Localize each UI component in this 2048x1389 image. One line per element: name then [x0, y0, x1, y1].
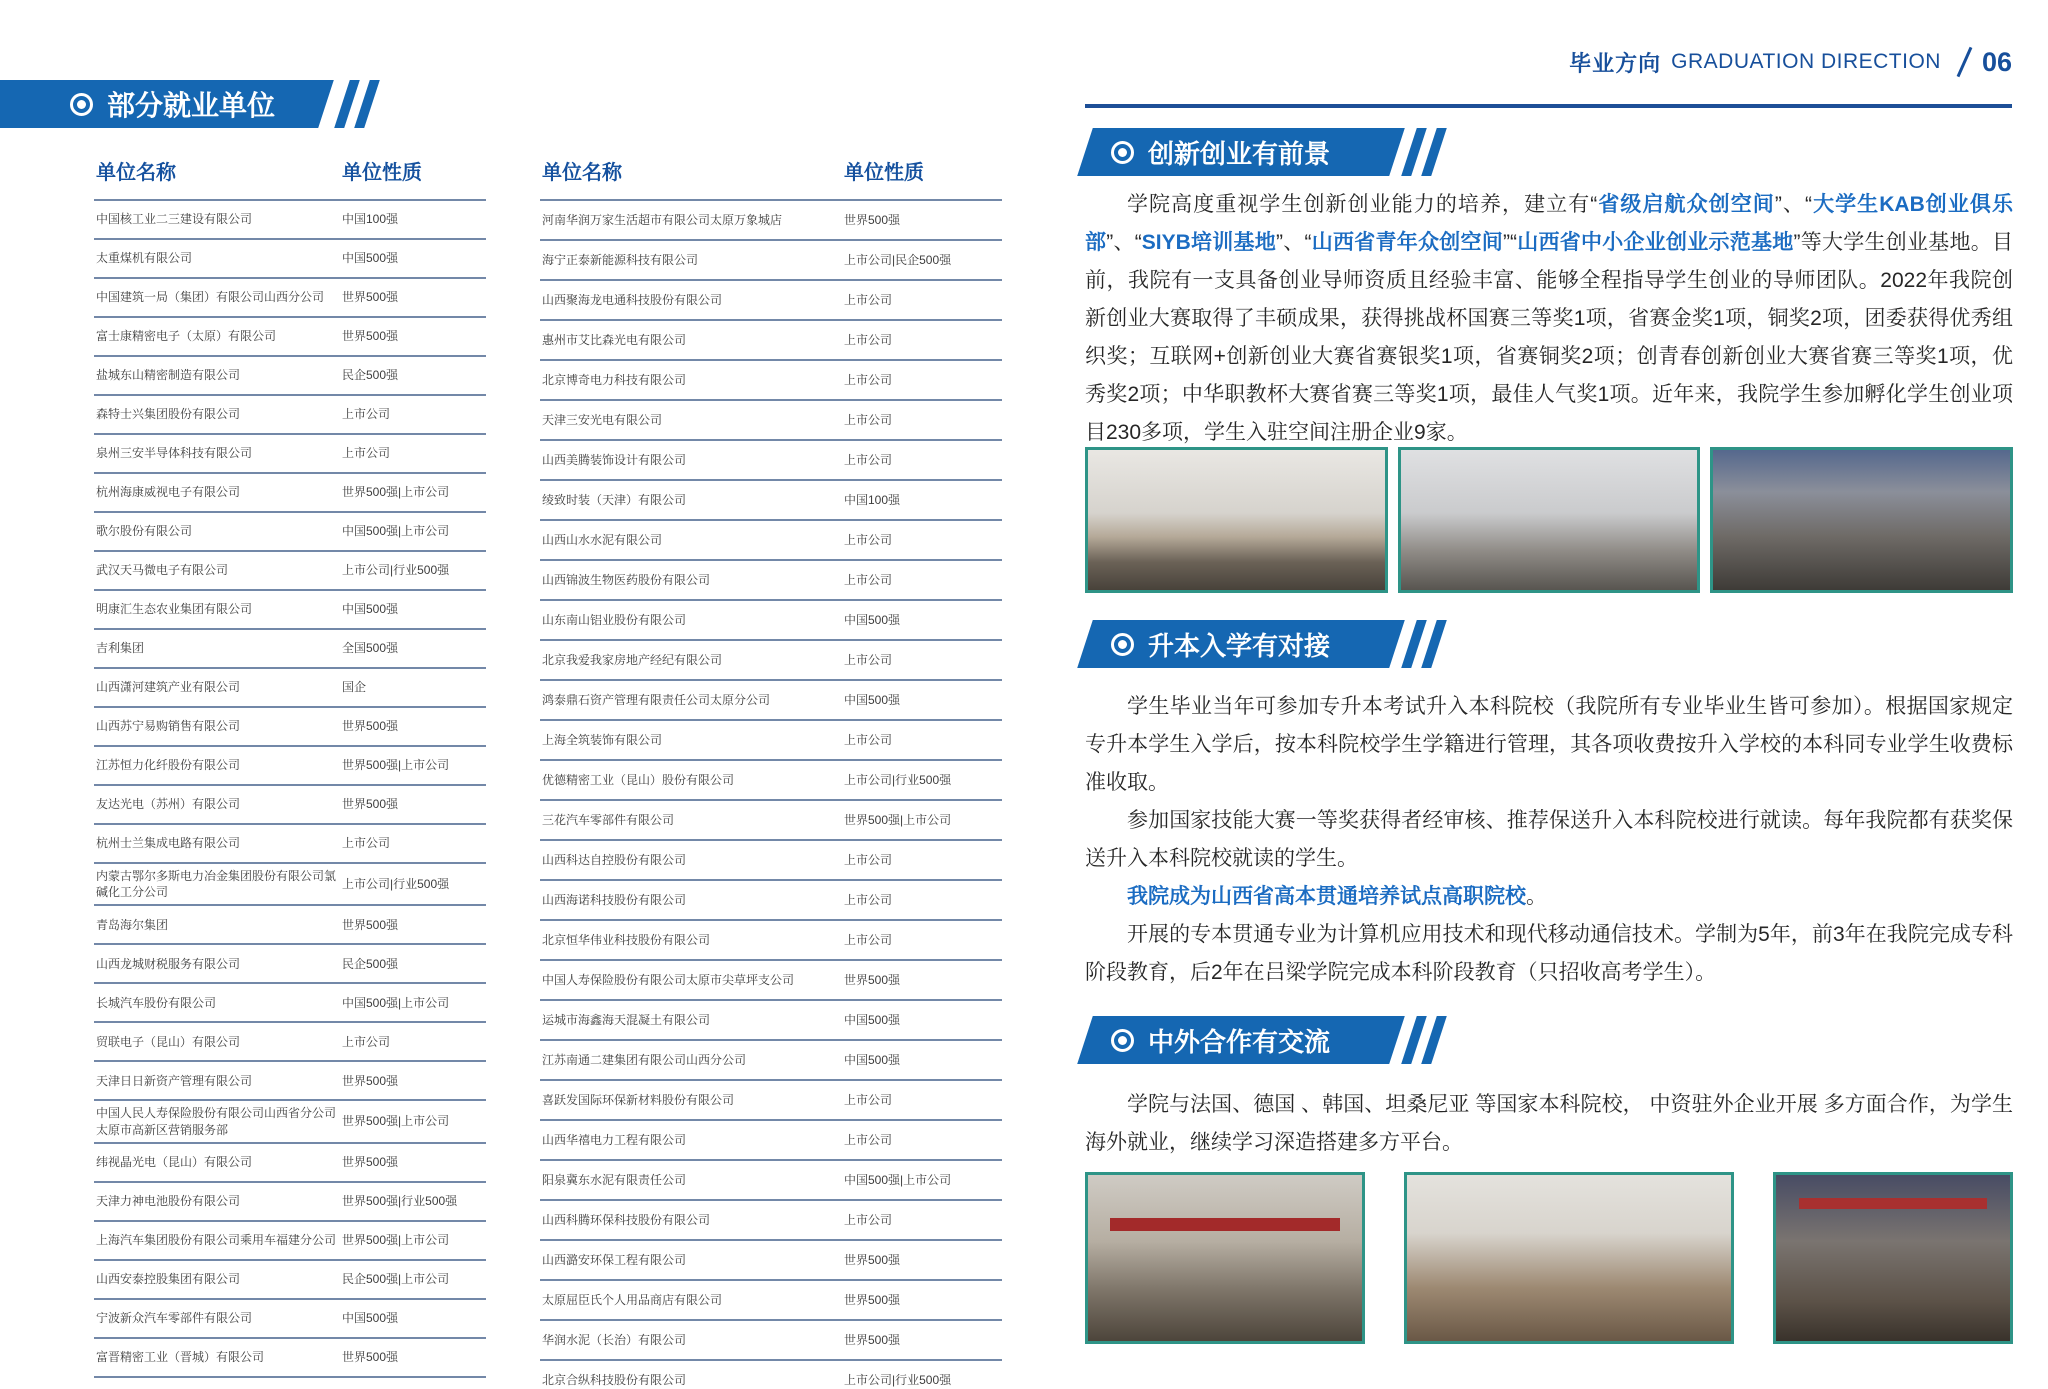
unit-type-cell: 中国500强|上市公司: [842, 1160, 1002, 1200]
innovation-photo-1: [1085, 447, 1388, 593]
unit-type-cell: 上市公司: [842, 560, 1002, 600]
paragraph: [1085, 186, 2013, 452]
unit-type-cell: 世界500强: [842, 1240, 1002, 1280]
table-row: [94, 239, 486, 278]
unit-name-cell: 上海汽车集团股份有限公司乘用车福建分公司: [94, 1221, 340, 1260]
unit-name-cell: 青岛海尔集团: [94, 905, 340, 944]
table-row: [540, 1320, 1002, 1360]
cooperation-photo-2: [1404, 1172, 1734, 1344]
table-row: [94, 1022, 486, 1061]
innovation-photo-2: [1398, 447, 1701, 593]
unit-type-cell: 世界500强: [340, 278, 486, 317]
table-row: [540, 1000, 1002, 1040]
unit-type-cell: 中国500强: [842, 1000, 1002, 1040]
unit-type-cell: 上市公司: [842, 1120, 1002, 1160]
unit-type-cell: 民企500强: [340, 944, 486, 983]
unit-type-cell: 国企: [340, 668, 486, 707]
section-title: 中外合作有交流: [1148, 1026, 1331, 1057]
table-row: [540, 200, 1002, 240]
unit-name-cell: 山西锦波生物医药股份有限公司: [540, 560, 842, 600]
table-row: [540, 1160, 1002, 1200]
table-row: [94, 944, 486, 983]
table-row: [540, 560, 1002, 600]
unit-name-cell: 武汉天马微电子有限公司: [94, 551, 340, 590]
highlighted-text: 山西省青年众创空间: [1311, 231, 1504, 254]
table-row: [540, 480, 1002, 520]
unit-type-cell: 中国500强: [340, 590, 486, 629]
innovation-section-banner: [1077, 128, 1405, 176]
unit-type-cell: 上市公司: [340, 395, 486, 434]
unit-type-cell: 世界500强|上市公司: [842, 800, 1002, 840]
unit-type-cell: 上市公司|行业500强: [842, 760, 1002, 800]
table-row: [540, 280, 1002, 320]
table-row: [540, 960, 1002, 1000]
table-row: [94, 317, 486, 356]
column-header-unit-name: 单位名称: [96, 162, 176, 184]
unit-name-cell: 山西苏宁易购销售有限公司: [94, 707, 340, 746]
unit-name-cell: 山西聚海龙电通科技股份有限公司: [540, 280, 842, 320]
highlighted-text: 省级启航众创空间: [1597, 193, 1775, 216]
table-row: [94, 278, 486, 317]
cooperation-paragraphs: [1085, 1086, 2013, 1162]
body-text: 参加国家技能大赛一等奖获得者经审核、推荐保送升入本科院校进行就读。每年我院都有获奖保送升入本科院校就读的学生。: [1085, 809, 2013, 870]
unit-type-cell: 上市公司: [340, 434, 486, 473]
section-title: 部分就业单位: [107, 90, 276, 121]
unit-type-cell: 上市公司: [842, 440, 1002, 480]
paragraph: [1085, 802, 2013, 878]
highlighted-text: 山西省中小企业创业示范基地: [1517, 231, 1794, 254]
paragraph: [1085, 1086, 2013, 1162]
table-header-row: [540, 156, 1002, 200]
bullseye-icon: [1111, 633, 1134, 656]
table-row: [540, 880, 1002, 920]
employment-table-1: [94, 156, 486, 1378]
unit-type-cell: 中国500强: [340, 239, 486, 278]
innovation-paragraphs: [1085, 186, 2013, 452]
unit-type-cell: 上市公司: [842, 360, 1002, 400]
table-row: [94, 668, 486, 707]
unit-name-cell: 惠州市艾比森光电有限公司: [540, 320, 842, 360]
table-row: [94, 1182, 486, 1221]
unit-name-cell: 友达光电（苏州）有限公司: [94, 785, 340, 824]
table-row: [94, 356, 486, 395]
unit-name-cell: 歌尔股份有限公司: [94, 512, 340, 551]
cooperation-photo-1: [1085, 1172, 1365, 1344]
table-row: [540, 440, 1002, 480]
unit-type-cell: 世界500强: [340, 1061, 486, 1100]
unit-type-cell: 中国100强: [842, 480, 1002, 520]
table-row: [540, 840, 1002, 880]
section-title: 升本入学有对接: [1148, 630, 1331, 661]
highlighted-text: 我院成为山西省高本贯通培养试点高职院校: [1127, 885, 1526, 908]
unit-name-cell: 天津日日新资产管理有限公司: [94, 1061, 340, 1100]
unit-type-cell: 民企500强: [340, 356, 486, 395]
table-row: [540, 680, 1002, 720]
unit-type-cell: 上市公司: [340, 1022, 486, 1061]
unit-name-cell: 北京恒华伟业科技股份有限公司: [540, 920, 842, 960]
unit-name-cell: 山西海诺科技股份有限公司: [540, 880, 842, 920]
table-row: [94, 1299, 486, 1338]
table-row: [540, 920, 1002, 960]
table-row: [540, 1120, 1002, 1160]
table-header-row: [94, 156, 486, 200]
table-row: [94, 1221, 486, 1260]
page-header: [1569, 46, 2012, 78]
table-row: [94, 863, 486, 905]
unit-name-cell: 河南华润万家生活超市有限公司太原万象城店: [540, 200, 842, 240]
body-text: 学生毕业当年可参加专升本考试升入本科院校（我院所有专业毕业生皆可参加）。根据国家规定专升本学生入学后，按本科院校学生学籍进行管理，其各项收费按升入学校的本科同专业学生收费标准收取。: [1085, 695, 2013, 794]
cooperation-section-banner: [1077, 1016, 1405, 1064]
table-row: [540, 800, 1002, 840]
table-row: [540, 1040, 1002, 1080]
unit-name-cell: 山西潇河建筑产业有限公司: [94, 668, 340, 707]
upgrade-paragraphs: [1085, 688, 2013, 992]
upgrade-section-banner: [1077, 620, 1405, 668]
unit-type-cell: 世界500强: [340, 1338, 486, 1377]
unit-type-cell: 全国500强: [340, 629, 486, 668]
table-row: [540, 1240, 1002, 1280]
column-header-unit-type: 单位性质: [342, 162, 422, 184]
unit-name-cell: 山西华禧电力工程有限公司: [540, 1120, 842, 1160]
table-row: [94, 512, 486, 551]
unit-type-cell: 世界500强: [340, 707, 486, 746]
table-row: [540, 240, 1002, 280]
unit-name-cell: 山西科达自控股份有限公司: [540, 840, 842, 880]
unit-type-cell: 世界500强: [842, 960, 1002, 1000]
unit-name-cell: 优德精密工业（昆山）股份有限公司: [540, 760, 842, 800]
unit-name-cell: 中国建筑一局（集团）有限公司山西分公司: [94, 278, 340, 317]
unit-name-cell: 山西安泰控股集团有限公司: [94, 1260, 340, 1299]
table-row: [94, 1061, 486, 1100]
unit-name-cell: 海宁正泰新能源科技有限公司: [540, 240, 842, 280]
unit-name-cell: 杭州士兰集成电路有限公司: [94, 824, 340, 863]
column-header-unit-type: 单位性质: [844, 162, 924, 184]
unit-name-cell: 山西潞安环保工程有限公司: [540, 1240, 842, 1280]
body-text: 学院与法国、德国 、韩国、坦桑尼亚 等国家本科院校， 中资驻外企业开展 多方面合作，为学生海外就业，继续学习深造搭建多方平台。: [1085, 1093, 2013, 1154]
table-row: [94, 1143, 486, 1182]
page-header-title-en: GRADUATION DIRECTION: [1671, 50, 1941, 73]
unit-type-cell: 民企500强|上市公司: [340, 1260, 486, 1299]
table-row: [94, 473, 486, 512]
table-row: [540, 720, 1002, 760]
table-row: [540, 600, 1002, 640]
unit-name-cell: 长城汽车股份有限公司: [94, 983, 340, 1022]
table-row: [540, 1080, 1002, 1120]
highlighted-text: 大学生KAB创业俱乐部: [1085, 193, 2013, 254]
unit-name-cell: 宁波新众汽车零部件有限公司: [94, 1299, 340, 1338]
unit-name-cell: 山西美腾装饰设计有限公司: [540, 440, 842, 480]
table-row: [540, 520, 1002, 560]
unit-type-cell: 上市公司: [842, 880, 1002, 920]
paragraph: [1085, 688, 2013, 802]
unit-name-cell: 阳泉冀东水泥有限责任公司: [540, 1160, 842, 1200]
unit-type-cell: 上市公司: [842, 640, 1002, 680]
unit-name-cell: 杭州海康威视电子有限公司: [94, 473, 340, 512]
unit-type-cell: 上市公司|民企500强: [842, 240, 1002, 280]
table-row: [540, 760, 1002, 800]
slash-icon: [1957, 47, 1973, 77]
unit-name-cell: 绫致时装（天津）有限公司: [540, 480, 842, 520]
table-row: [94, 905, 486, 944]
unit-name-cell: 中国人民人寿保险股份有限公司山西省分公司太原市高新区营销服务部: [94, 1100, 340, 1142]
section-title: 创新创业有前景: [1148, 138, 1331, 169]
unit-name-cell: 上海全筑装饰有限公司: [540, 720, 842, 760]
unit-type-cell: 世界500强|上市公司: [340, 473, 486, 512]
unit-type-cell: 上市公司: [340, 824, 486, 863]
unit-type-cell: 世界500强|上市公司: [340, 1221, 486, 1260]
unit-type-cell: 上市公司: [842, 1200, 1002, 1240]
table-row: [540, 640, 1002, 680]
unit-name-cell: 北京我爱我家房地产经纪有限公司: [540, 640, 842, 680]
unit-name-cell: 北京合纵科技股份有限公司: [540, 1360, 842, 1389]
table-row: [540, 400, 1002, 440]
unit-type-cell: 世界500强: [340, 905, 486, 944]
table-row: [94, 1338, 486, 1377]
unit-name-cell: 盐城东山精密制造有限公司: [94, 356, 340, 395]
table-row: [94, 395, 486, 434]
table-row: [94, 200, 486, 239]
body-text: ”、“: [1276, 231, 1312, 254]
body-text: ”、“: [1774, 193, 1812, 216]
paragraph: [1085, 916, 2013, 992]
unit-type-cell: 世界500强: [340, 317, 486, 356]
unit-type-cell: 中国100强: [340, 200, 486, 239]
employment-section-banner: [0, 80, 334, 128]
unit-name-cell: 江苏南通二建集团有限公司山西分公司: [540, 1040, 842, 1080]
banner-stripe: [1421, 128, 1447, 176]
table-row: [540, 320, 1002, 360]
unit-name-cell: 吉利集团: [94, 629, 340, 668]
innovation-photo-row: [1085, 447, 2013, 593]
unit-type-cell: 世界500强: [842, 200, 1002, 240]
unit-type-cell: 上市公司|行业500强: [842, 1360, 1002, 1389]
unit-name-cell: 运城市海鑫海天混凝土有限公司: [540, 1000, 842, 1040]
unit-name-cell: 富士康精密电子（太原）有限公司: [94, 317, 340, 356]
body-text: ”“: [1503, 231, 1518, 254]
banner-stripe: [354, 80, 380, 128]
table-row: [540, 1360, 1002, 1389]
unit-name-cell: 山西科腾环保科技股份有限公司: [540, 1200, 842, 1240]
unit-type-cell: 世界500强|上市公司: [340, 746, 486, 785]
body-text: ”等大学生创业基地。目前，我院有一支具备创业导师资质且经验丰富、能够全程指导学生创业的导师团队。2022年我院创新创业大赛取得了丰硕成果，获得挑战杯国赛三等奖1项，省赛金奖1项，铜奖2项，团委获得优秀组织奖；互联网+创新创业大赛省赛银奖1项，省赛铜奖2项；创青春创新创业大赛省赛三等奖1项，优秀奖2项；中华职教杯大赛省赛三等奖1项，最佳人气奖1项。近年来，我院学生参加孵化学生创业项目230多项，学生入驻空间注册企业9家。: [1085, 231, 2014, 444]
unit-name-cell: 内蒙古鄂尔多斯电力冶金集团股份有限公司氯碱化工分公司: [94, 863, 340, 905]
unit-type-cell: 世界500强: [340, 1143, 486, 1182]
unit-type-cell: 世界500强: [340, 785, 486, 824]
page-header-title-zh: 毕业方向: [1569, 50, 1662, 76]
cooperation-photo-3: [1773, 1172, 2013, 1344]
unit-name-cell: 北京博奇电力科技有限公司: [540, 360, 842, 400]
innovation-photo-3: [1710, 447, 2013, 593]
unit-type-cell: 上市公司: [842, 280, 1002, 320]
unit-name-cell: 山东南山铝业股份有限公司: [540, 600, 842, 640]
header-rule: [1085, 104, 2012, 108]
body-text: ”、“: [1106, 231, 1142, 254]
table-row: [94, 629, 486, 668]
table-row: [94, 1100, 486, 1142]
unit-type-cell: 世界500强|上市公司: [340, 1100, 486, 1142]
body-text: 开展的专本贯通专业为计算机应用技术和现代移动通信技术。学制为5年，前3年在我院完成专科阶段教育，后2年在吕梁学院完成本科阶段教育（只招收高考学生）。: [1085, 923, 2013, 984]
unit-type-cell: 中国500强: [842, 1040, 1002, 1080]
unit-type-cell: 上市公司: [842, 400, 1002, 440]
unit-type-cell: 上市公司: [842, 840, 1002, 880]
table-row: [94, 434, 486, 473]
unit-name-cell: 三花汽车零部件有限公司: [540, 800, 842, 840]
unit-type-cell: 中国500强: [340, 1299, 486, 1338]
unit-name-cell: 太原屈臣氏个人用品商店有限公司: [540, 1280, 842, 1320]
table-row: [540, 360, 1002, 400]
unit-name-cell: 纬视晶光电（昆山）有限公司: [94, 1143, 340, 1182]
unit-type-cell: 中国500强: [842, 680, 1002, 720]
body-text: 学院高度重视学生创新创业能力的培养，建立有“: [1127, 193, 1598, 216]
unit-name-cell: 泉州三安半导体科技有限公司: [94, 434, 340, 473]
table-row: [94, 551, 486, 590]
banner-stripe: [1421, 620, 1447, 668]
table-row: [94, 707, 486, 746]
unit-type-cell: 上市公司: [842, 1080, 1002, 1120]
bullseye-icon: [1111, 141, 1134, 164]
unit-type-cell: 世界500强|行业500强: [340, 1182, 486, 1221]
unit-type-cell: 上市公司|行业500强: [340, 551, 486, 590]
unit-type-cell: 中国500强|上市公司: [340, 983, 486, 1022]
table-row: [94, 983, 486, 1022]
table-row: [94, 746, 486, 785]
unit-type-cell: 上市公司: [842, 520, 1002, 560]
bullseye-icon: [1111, 1029, 1134, 1052]
unit-type-cell: 世界500强: [842, 1280, 1002, 1320]
unit-type-cell: 上市公司|行业500强: [340, 863, 486, 905]
unit-name-cell: 华润水泥（长治）有限公司: [540, 1320, 842, 1360]
unit-name-cell: 中国人寿保险股份有限公司太原市尖草坪支公司: [540, 960, 842, 1000]
unit-type-cell: 中国500强|上市公司: [340, 512, 486, 551]
table-row: [94, 1260, 486, 1299]
unit-name-cell: 天津三安光电有限公司: [540, 400, 842, 440]
table-row: [540, 1280, 1002, 1320]
unit-name-cell: 江苏恒力化纤股份有限公司: [94, 746, 340, 785]
table-row: [94, 785, 486, 824]
unit-name-cell: 天津力神电池股份有限公司: [94, 1182, 340, 1221]
unit-name-cell: 太重煤机有限公司: [94, 239, 340, 278]
cooperation-photo-row: [1085, 1172, 2013, 1344]
table-row: [94, 824, 486, 863]
table-row: [540, 1200, 1002, 1240]
unit-name-cell: 喜跃发国际环保新材料股份有限公司: [540, 1080, 842, 1120]
unit-name-cell: 中国核工业二三建设有限公司: [94, 200, 340, 239]
unit-type-cell: 上市公司: [842, 920, 1002, 960]
unit-name-cell: 山西山水水泥有限公司: [540, 520, 842, 560]
bullseye-icon: [70, 93, 93, 116]
unit-type-cell: 上市公司: [842, 720, 1002, 760]
employment-table-2: [540, 156, 1002, 1389]
table-row: [94, 590, 486, 629]
unit-name-cell: 贸联电子（昆山）有限公司: [94, 1022, 340, 1061]
unit-type-cell: 世界500强: [842, 1320, 1002, 1360]
column-header-unit-name: 单位名称: [542, 162, 622, 184]
unit-name-cell: 鸿泰鼎石资产管理有限责任公司太原分公司: [540, 680, 842, 720]
unit-name-cell: 明康汇生态农业集团有限公司: [94, 590, 340, 629]
unit-type-cell: 上市公司: [842, 320, 1002, 360]
paragraph: [1085, 878, 2013, 916]
unit-name-cell: 富晋精密工业（晋城）有限公司: [94, 1338, 340, 1377]
unit-name-cell: 森特士兴集团股份有限公司: [94, 395, 340, 434]
page-number: 06: [1981, 46, 2012, 77]
body-text: 。: [1526, 885, 1547, 908]
banner-stripe: [1421, 1016, 1447, 1064]
unit-name-cell: 山西龙城财税服务有限公司: [94, 944, 340, 983]
highlighted-text: SIYB培训基地: [1141, 231, 1277, 254]
unit-type-cell: 中国500强: [842, 600, 1002, 640]
